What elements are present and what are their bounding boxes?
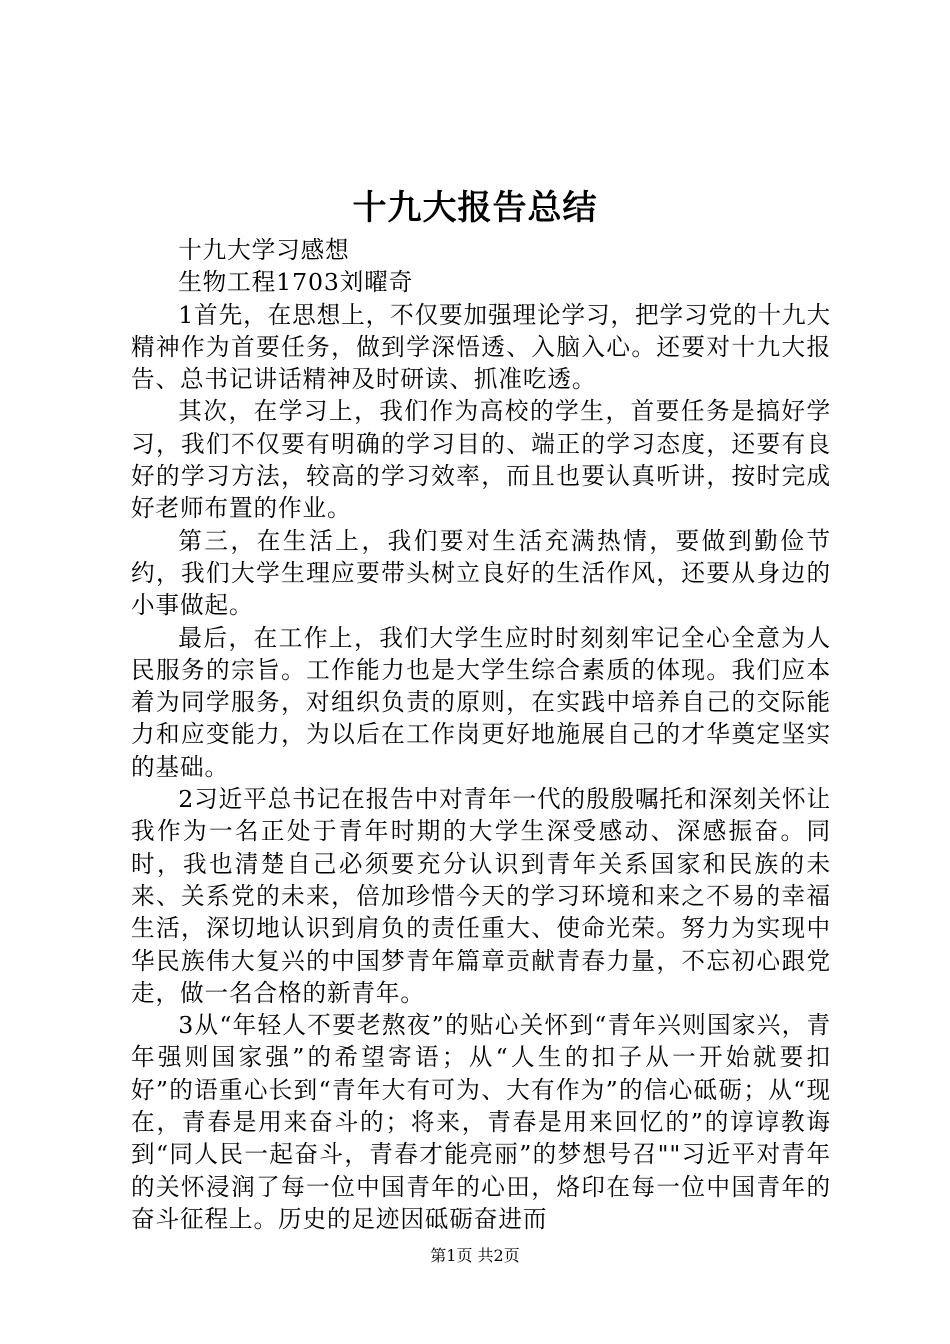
paragraph-author: 生物工程1703刘曜奇 bbox=[178, 268, 414, 297]
document-body bbox=[131, 234, 831, 1235]
paragraph-5: 2习近平总书记在报告中对青年一代的殷殷嘱托和深刻关怀让我作为一名正处于青年时期的大学生深受感动、深感振奋。同时，我也清楚自己必须要充分认识到青年关系国家和民族的未来、关系党的未来，倍加珍惜今天的学习环境和来之不易的幸福生活，深切地认识到肩负的责任重大、使命光荣。努力为实现中华民族伟大复兴的中国梦青年篇章贡献青春力量，不忘初心跟党走，做一名合格的新青年。 bbox=[131, 785, 831, 1007]
paragraph-heading: 十九大学习感想 bbox=[178, 236, 350, 264]
paragraph-3: 第三，在生活上，我们要对生活充满热情，要做到勤俭节约，我们大学生理应要带头树立良好的生活作风，还要从身边的小事做起。 bbox=[131, 526, 831, 620]
paragraph-1: 1首先，在思想上，不仅要加强理论学习，把学习党的十九大精神作为首要任务，做到学深悟透、入脑入心。还要对十九大报告、总书记讲话精神及时研读、抓准吃透。 bbox=[131, 300, 831, 394]
document-title: 十九大报告总结 bbox=[352, 188, 598, 228]
paragraph-4: 最后，在工作上，我们大学生应时时刻刻牢记全心全意为人民服务的宗旨。工作能力也是大学生综合素质的体现。我们应本着为同学服务，对组织负责的原则，在实践中培养自己的交际能力和应变能力，为以后在工作岗更好地施展自己的才华奠定坚实的基础。 bbox=[131, 623, 831, 781]
paragraph-6: 3从“年轻人不要老熬夜”的贴心关怀到“青年兴则国家兴，青年强则国家强”的希望寄语；从“人生的扣子从一开始就要扣好”的语重心长到“青年大有可为、大有作为”的信心砥砺；从“现在，青春是用来奋斗的；将来，青春是用来回忆的”的谆谆教诲到“同人民一起奋斗，青春才能亮丽”的梦想号召""习近平对青年的关怀浸润了每一位中国青年的心田，烙印在每一位中国青年的奋斗征程上。历史的足迹因砥砺奋进而 bbox=[131, 1011, 831, 1233]
paragraph-2: 其次，在学习上，我们作为高校的学生，首要任务是搞好学习，我们不仅要有明确的学习目的、端正的学习态度，还要有良好的学习方法，较高的学习效率，而且也要认真听讲，按时完成好老师布置的作业。 bbox=[131, 397, 831, 523]
page-footer: 第1页 共2页 bbox=[430, 1246, 520, 1265]
